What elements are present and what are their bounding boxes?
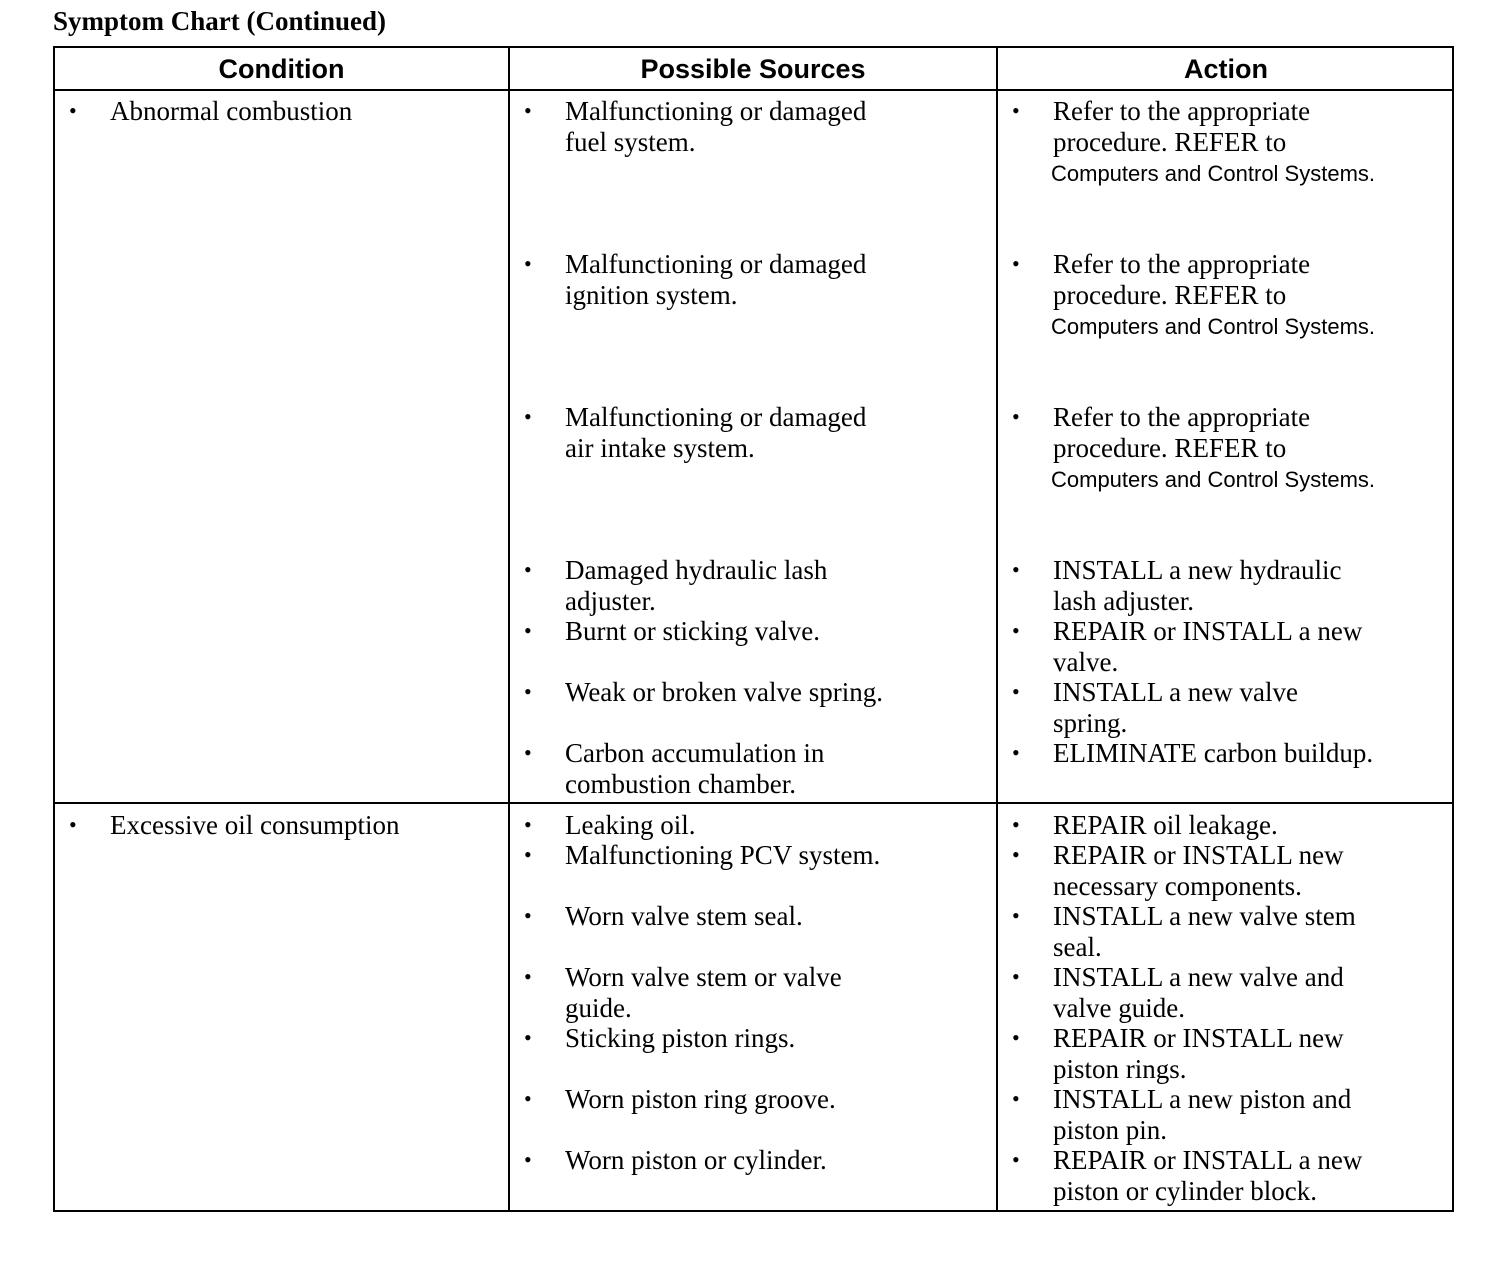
header-action: Action xyxy=(1184,54,1268,84)
entry-line: adjuster. xyxy=(565,585,656,616)
bullet-icon: • xyxy=(1012,557,1020,582)
bullet-icon: • xyxy=(524,1086,532,1111)
column-divider xyxy=(508,48,510,1210)
source-item xyxy=(565,402,866,463)
action-item xyxy=(1053,962,1344,1023)
source-item xyxy=(565,901,803,932)
entry-line: guide. xyxy=(565,992,632,1023)
entry-line: seal. xyxy=(1053,931,1102,962)
entry-line: combustion chamber. xyxy=(565,768,796,799)
source-item xyxy=(565,616,820,647)
entry-line: INSTALL a new piston and xyxy=(1053,1084,1352,1114)
entry-line: Computers and Control Systems. xyxy=(1051,467,1376,492)
bullet-icon: • xyxy=(1012,1025,1020,1050)
bullet-icon: • xyxy=(524,1025,532,1050)
column-divider xyxy=(996,48,998,1210)
bullet-icon: • xyxy=(1012,251,1020,276)
entry-line: procedure. REFER to xyxy=(1053,126,1287,157)
entry-line: Malfunctioning or damaged xyxy=(565,249,867,279)
bullet-icon: • xyxy=(1012,618,1020,643)
action-item xyxy=(1053,249,1375,342)
entry-line: Damaged hydraulic lash xyxy=(565,555,828,585)
action-item xyxy=(1053,1145,1362,1206)
entry-line: procedure. REFER to xyxy=(1053,279,1287,310)
entry-line: procedure. REFER to xyxy=(1053,432,1287,463)
condition-cell: Abnormal combustion xyxy=(110,96,353,126)
source-item xyxy=(565,1023,795,1054)
entry-line: REPAIR or INSTALL new xyxy=(1053,840,1344,870)
action-item xyxy=(1053,1084,1351,1145)
action-item xyxy=(1053,840,1344,901)
symptom-table xyxy=(53,46,1454,1212)
entry-line: necessary components. xyxy=(1053,870,1302,901)
bullet-icon: • xyxy=(1012,842,1020,867)
entry-line: Refer to the appropriate xyxy=(1053,402,1311,432)
source-item xyxy=(565,1145,827,1176)
source-item xyxy=(565,96,866,157)
source-item xyxy=(565,840,880,871)
page-title: Symptom Chart (Continued) xyxy=(53,6,387,36)
entry-line: ignition system. xyxy=(565,279,738,310)
bullet-icon: • xyxy=(524,679,532,704)
entry-line: Weak or broken valve spring. xyxy=(565,677,883,707)
entry-line: air intake system. xyxy=(565,432,755,463)
action-item xyxy=(1053,810,1278,841)
bullet-icon: • xyxy=(524,842,532,867)
entry-line: lash adjuster. xyxy=(1053,585,1194,616)
bullet-icon: • xyxy=(69,812,77,837)
bullet-icon: • xyxy=(524,1147,532,1172)
source-item xyxy=(565,1084,836,1115)
entry-line: piston rings. xyxy=(1053,1053,1187,1084)
header-possible-sources: Possible Sources xyxy=(640,54,866,84)
bullet-icon: • xyxy=(524,740,532,765)
bullet-icon: • xyxy=(1012,98,1020,123)
action-item xyxy=(1053,96,1375,189)
action-item xyxy=(1053,555,1342,616)
entry-line: Leaking oil. xyxy=(565,810,696,840)
entry-line: Sticking piston rings. xyxy=(565,1023,796,1053)
action-item xyxy=(1053,738,1373,769)
entry-line: Refer to the appropriate xyxy=(1053,249,1311,279)
entry-line: INSTALL a new valve xyxy=(1053,677,1299,707)
entry-line: fuel system. xyxy=(565,126,696,157)
bullet-icon: • xyxy=(1012,903,1020,928)
bullet-icon: • xyxy=(524,404,532,429)
action-item xyxy=(1053,901,1356,962)
entry-line: Worn piston ring groove. xyxy=(565,1084,836,1114)
bullet-icon: • xyxy=(524,812,532,837)
header-condition: Condition xyxy=(218,54,345,84)
entry-line: Malfunctioning or damaged xyxy=(565,402,867,432)
bullet-icon: • xyxy=(1012,740,1020,765)
bullet-icon: • xyxy=(524,557,532,582)
entry-line: piston or cylinder block. xyxy=(1053,1175,1317,1206)
entry-line: INSTALL a new hydraulic xyxy=(1053,555,1342,585)
entry-line: Computers and Control Systems. xyxy=(1051,161,1376,186)
action-item xyxy=(1053,616,1362,677)
entry-line: Carbon accumulation in xyxy=(565,738,825,768)
entry-line: Worn valve stem or valve xyxy=(565,962,842,992)
entry-line: piston pin. xyxy=(1053,1114,1168,1145)
action-item xyxy=(1053,402,1375,495)
source-item xyxy=(565,810,695,841)
entry-line: Malfunctioning PCV system. xyxy=(565,840,881,870)
entry-line: valve guide. xyxy=(1053,992,1185,1023)
entry-line: REPAIR or INSTALL new xyxy=(1053,1023,1344,1053)
bullet-icon: • xyxy=(1012,679,1020,704)
bullet-icon: • xyxy=(524,251,532,276)
entry-line: REPAIR oil leakage. xyxy=(1053,810,1278,840)
bullet-icon: • xyxy=(524,903,532,928)
entry-line: Worn valve stem seal. xyxy=(565,901,803,931)
source-item xyxy=(565,677,883,708)
action-item xyxy=(1053,1023,1344,1084)
entry-line: Burnt or sticking valve. xyxy=(565,616,820,646)
bullet-icon: • xyxy=(1012,1147,1020,1172)
bullet-icon: • xyxy=(524,618,532,643)
bullet-icon: • xyxy=(1012,404,1020,429)
bullet-icon: • xyxy=(1012,1086,1020,1111)
entry-line: Computers and Control Systems. xyxy=(1051,314,1376,339)
entry-line: Refer to the appropriate xyxy=(1053,96,1311,126)
bullet-icon: • xyxy=(524,964,532,989)
action-item xyxy=(1053,677,1298,738)
source-item xyxy=(565,738,824,799)
entry-line: REPAIR or INSTALL a new xyxy=(1053,616,1363,646)
source-item xyxy=(565,962,842,1023)
source-item xyxy=(565,555,827,616)
entry-line: Worn piston or cylinder. xyxy=(565,1145,827,1175)
entry-line: INSTALL a new valve stem xyxy=(1053,901,1356,931)
bullet-icon: • xyxy=(1012,812,1020,837)
entry-line: ELIMINATE carbon buildup. xyxy=(1053,738,1374,768)
entry-line: Malfunctioning or damaged xyxy=(565,96,867,126)
entry-line: INSTALL a new valve and xyxy=(1053,962,1344,992)
entry-line: spring. xyxy=(1053,707,1128,738)
bullet-icon: • xyxy=(524,98,532,123)
entry-line: valve. xyxy=(1053,646,1119,677)
condition-cell: Excessive oil consumption xyxy=(110,810,400,840)
row-divider xyxy=(55,802,1452,804)
source-item xyxy=(565,249,866,310)
bullet-icon: • xyxy=(1012,964,1020,989)
entry-line: REPAIR or INSTALL a new xyxy=(1053,1145,1363,1175)
bullet-icon: • xyxy=(69,98,77,123)
